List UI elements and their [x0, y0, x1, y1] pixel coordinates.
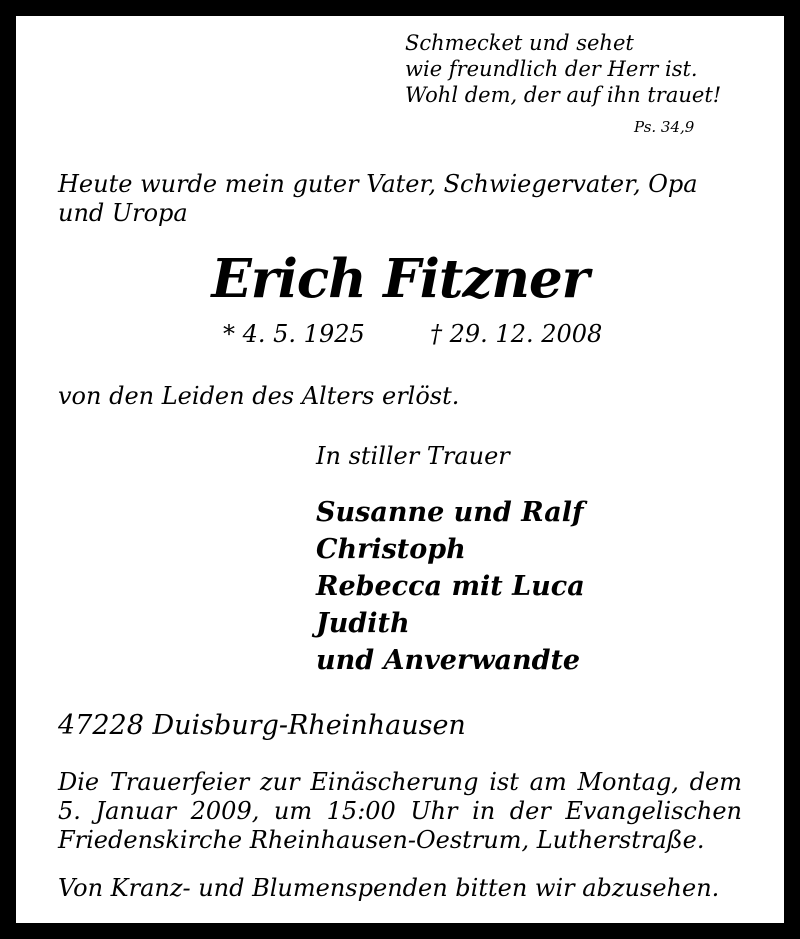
psalm-line: Schmecket und sehet [405, 31, 634, 55]
psalm-quote [405, 30, 721, 108]
intro-text [58, 170, 698, 228]
ceremony-line: Die Trauerfeier zur Einäscherung ist am Montag, dem [58, 768, 742, 796]
family-member: Rebecca mit Luca [316, 571, 585, 602]
birth-date: * 4. 5. 1925 [223, 320, 365, 348]
deceased-name: Erich Fitzner [211, 248, 589, 310]
relief-text: von den Leiden des Alters erlöst. [58, 382, 460, 410]
family-member: Judith [316, 608, 410, 639]
intro-line: und Uropa [58, 199, 188, 227]
flowers-note: Von Kranz- und Blumenspenden bitten wir abzusehen. [58, 874, 720, 902]
psalm-line: wie freundlich der Herr ist. [405, 57, 698, 81]
family-member: Christoph [316, 534, 466, 565]
ceremony-line: Friedenskirche Rheinhausen-Oestrum, Lutherstraße. [58, 826, 705, 854]
mourning-text: In stiller Trauer [316, 442, 510, 470]
psalm-line: Wohl dem, der auf ihn trauet! [405, 83, 722, 107]
ceremony-line: 5. Januar 2009, um 15:00 Uhr in der Evangelischen [58, 797, 742, 825]
ceremony-info [58, 768, 742, 855]
intro-line: Heute wurde mein guter Vater, Schwiegervater, Opa [58, 170, 698, 198]
city-address: 47228 Duisburg-Rheinhausen [58, 710, 466, 741]
family-list [316, 494, 585, 679]
psalm-reference: Ps. 34,9 [634, 118, 695, 136]
family-member: und Anverwandte [316, 645, 581, 676]
family-member: Susanne und Ralf [316, 497, 584, 528]
death-date: † 29. 12. 2008 [430, 320, 603, 348]
